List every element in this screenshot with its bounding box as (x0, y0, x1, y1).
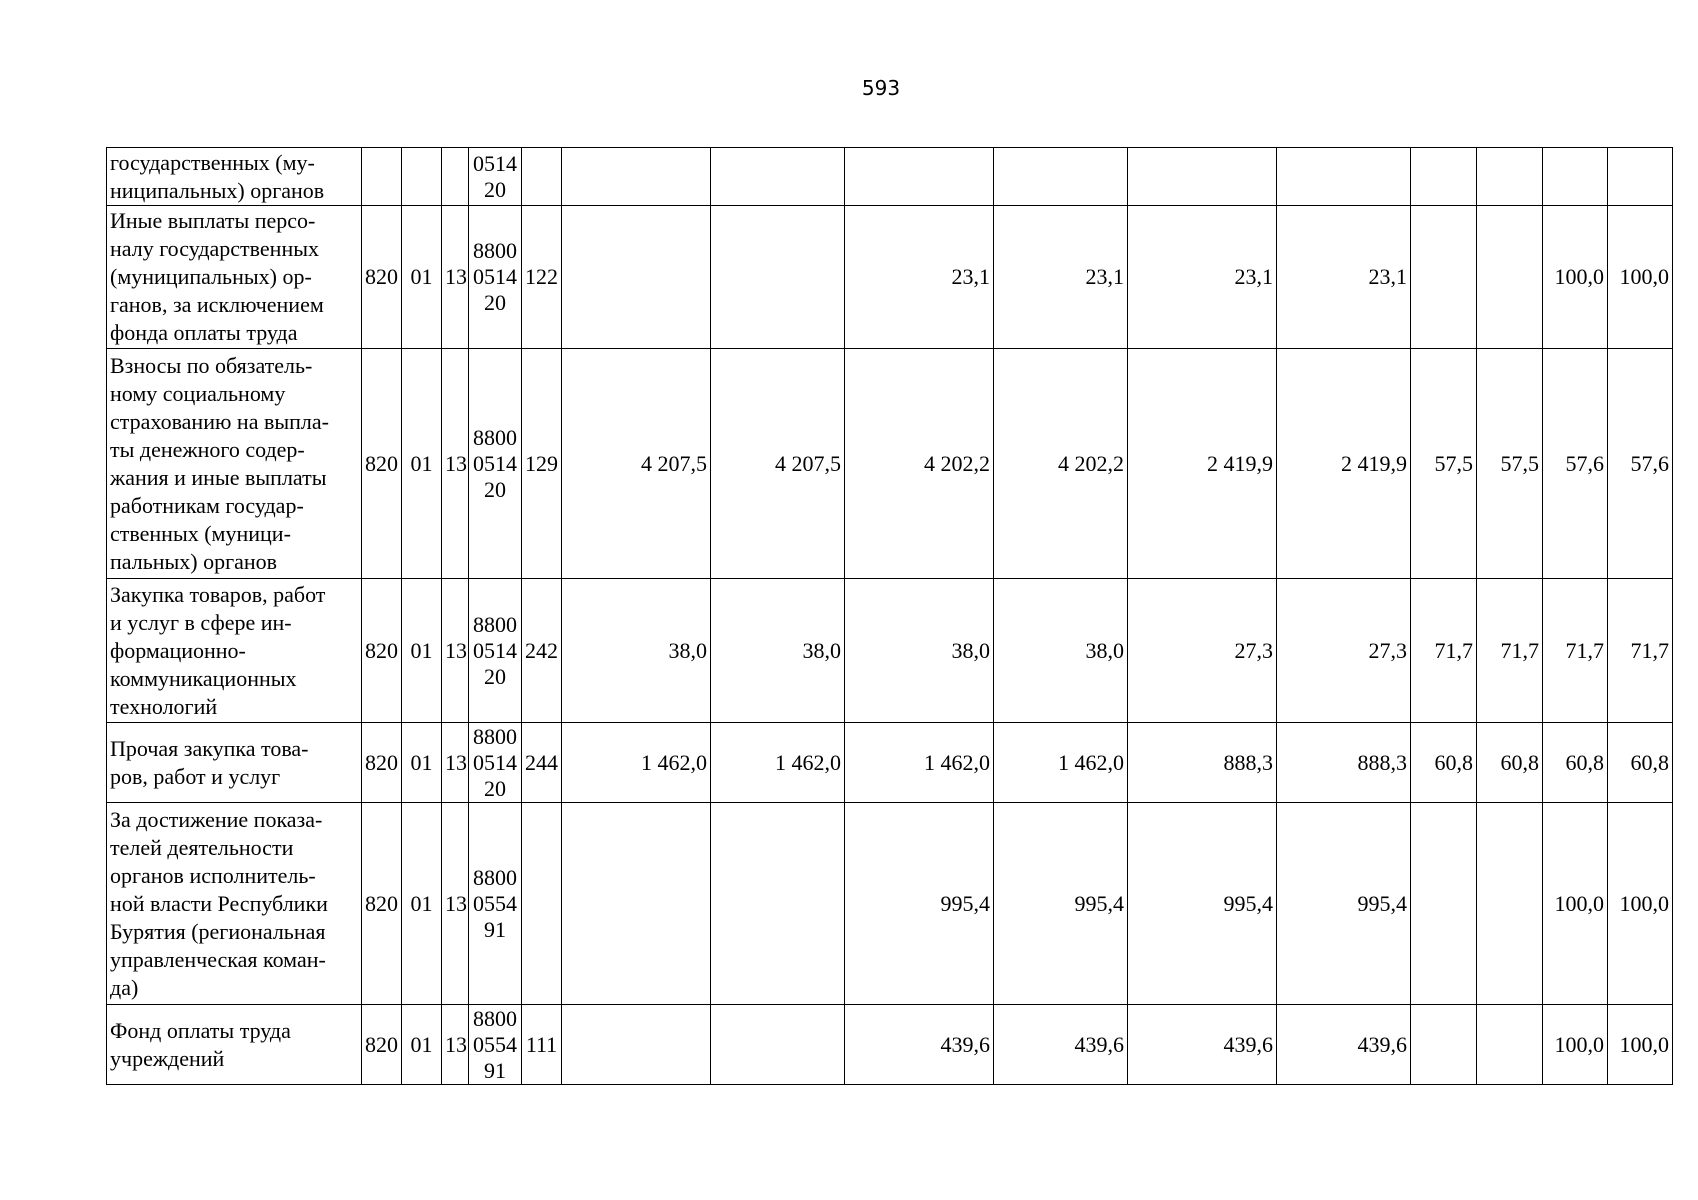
target-article-cell: 8800 0514 20 (469, 349, 522, 579)
amount-cell-1: 38,0 (562, 579, 711, 723)
amount-cell-2: 4 207,5 (711, 349, 845, 579)
amount-cell-6: 995,4 (1277, 803, 1411, 1005)
percent-cell-2: 60,8 (1477, 723, 1543, 803)
percent-cell-1 (1411, 1005, 1477, 1085)
grbs-code-cell: 820 (362, 349, 402, 579)
row-name-cell: Иные выплаты персо- налу государственных (муниципальных) ор- ганов, за исключением фонда оплаты труда (107, 206, 362, 349)
amount-cell-4 (994, 148, 1128, 206)
percent-cell-2 (1477, 148, 1543, 206)
percent-cell-3: 71,7 (1543, 579, 1608, 723)
grbs-code-cell: 820 (362, 206, 402, 349)
target-article-cell: 8800 0514 20 (469, 206, 522, 349)
section-code-cell: 01 (402, 1005, 442, 1085)
amount-cell-3: 23,1 (845, 206, 994, 349)
amount-cell-5: 27,3 (1128, 579, 1277, 723)
table-row (107, 579, 1673, 723)
amount-cell-4: 38,0 (994, 579, 1128, 723)
row-name-cell: Взносы по обязатель- ному социальному страхованию на выпла- ты денежного содер- жания и иные выплаты работникам государ- ственных (муници- пальных) органов (107, 349, 362, 579)
percent-cell-1: 60,8 (1411, 723, 1477, 803)
page-number: 593 (861, 76, 901, 100)
amount-cell-5: 995,4 (1128, 803, 1277, 1005)
table-row (107, 803, 1673, 1005)
percent-cell-4: 100,0 (1608, 803, 1673, 1005)
percent-cell-2 (1477, 803, 1543, 1005)
percent-cell-2 (1477, 1005, 1543, 1085)
percent-cell-4: 57,6 (1608, 349, 1673, 579)
expense-type-cell: 242 (522, 579, 562, 723)
section-code-cell: 01 (402, 349, 442, 579)
amount-cell-2 (711, 148, 845, 206)
amount-cell-2 (711, 1005, 845, 1085)
amount-cell-2: 38,0 (711, 579, 845, 723)
subsection-code-cell: 13 (442, 1005, 469, 1085)
target-article-cell: 8800 0514 20 (469, 579, 522, 723)
table-row (107, 1005, 1673, 1085)
amount-cell-6: 888,3 (1277, 723, 1411, 803)
amount-cell-6: 439,6 (1277, 1005, 1411, 1085)
expense-type-cell: 111 (522, 1005, 562, 1085)
expense-type-cell (522, 148, 562, 206)
subsection-code-cell: 13 (442, 349, 469, 579)
percent-cell-2: 71,7 (1477, 579, 1543, 723)
table-row (107, 349, 1673, 579)
row-name-cell: Прочая закупка това- ров, работ и услуг (107, 723, 362, 803)
amount-cell-6: 23,1 (1277, 206, 1411, 349)
amount-cell-3: 1 462,0 (845, 723, 994, 803)
budget-table (106, 147, 1673, 1085)
amount-cell-6: 2 419,9 (1277, 349, 1411, 579)
row-name-cell: За достижение показа- телей деятельности органов исполнитель- ной власти Республики Бурятия (региональная управленческая коман- да) (107, 803, 362, 1005)
grbs-code-cell: 820 (362, 1005, 402, 1085)
table-row (107, 148, 1673, 206)
amount-cell-3: 995,4 (845, 803, 994, 1005)
subsection-code-cell: 13 (442, 206, 469, 349)
percent-cell-1: 57,5 (1411, 349, 1477, 579)
amount-cell-3: 38,0 (845, 579, 994, 723)
section-code-cell (402, 148, 442, 206)
table-row (107, 723, 1673, 803)
grbs-code-cell: 820 (362, 579, 402, 723)
amount-cell-5: 23,1 (1128, 206, 1277, 349)
amount-cell-1 (562, 1005, 711, 1085)
section-code-cell: 01 (402, 723, 442, 803)
expense-type-cell: 122 (522, 206, 562, 349)
grbs-code-cell: 820 (362, 723, 402, 803)
table-row (107, 206, 1673, 349)
row-name-cell: Фонд оплаты труда учреждений (107, 1005, 362, 1085)
subsection-code-cell: 13 (442, 723, 469, 803)
target-article-cell: 8800 0554 91 (469, 1005, 522, 1085)
percent-cell-4: 100,0 (1608, 206, 1673, 349)
percent-cell-2: 57,5 (1477, 349, 1543, 579)
amount-cell-1: 4 207,5 (562, 349, 711, 579)
amount-cell-1: 1 462,0 (562, 723, 711, 803)
expense-type-cell: 129 (522, 349, 562, 579)
amount-cell-6 (1277, 148, 1411, 206)
amount-cell-6: 27,3 (1277, 579, 1411, 723)
amount-cell-5: 2 419,9 (1128, 349, 1277, 579)
amount-cell-2 (711, 803, 845, 1005)
percent-cell-3: 57,6 (1543, 349, 1608, 579)
subsection-code-cell: 13 (442, 803, 469, 1005)
target-article-cell: 8800 0554 91 (469, 803, 522, 1005)
percent-cell-3: 100,0 (1543, 803, 1608, 1005)
amount-cell-4: 439,6 (994, 1005, 1128, 1085)
amount-cell-2 (711, 206, 845, 349)
percent-cell-1: 71,7 (1411, 579, 1477, 723)
expense-type-cell: 244 (522, 723, 562, 803)
section-code-cell: 01 (402, 579, 442, 723)
amount-cell-4: 4 202,2 (994, 349, 1128, 579)
percent-cell-4 (1608, 148, 1673, 206)
amount-cell-5 (1128, 148, 1277, 206)
amount-cell-5: 439,6 (1128, 1005, 1277, 1085)
percent-cell-4: 100,0 (1608, 1005, 1673, 1085)
amount-cell-1 (562, 206, 711, 349)
table-body (107, 148, 1673, 1085)
amount-cell-3: 4 202,2 (845, 349, 994, 579)
percent-cell-1 (1411, 148, 1477, 206)
percent-cell-3 (1543, 148, 1608, 206)
amount-cell-2: 1 462,0 (711, 723, 845, 803)
percent-cell-3: 100,0 (1543, 206, 1608, 349)
row-name-cell: государственных (му- ниципальных) органов (107, 148, 362, 206)
target-article-cell: 8800 0514 20 (469, 723, 522, 803)
percent-cell-1 (1411, 206, 1477, 349)
percent-cell-4: 71,7 (1608, 579, 1673, 723)
amount-cell-3: 439,6 (845, 1005, 994, 1085)
row-name-cell: Закупка товаров, работ и услуг в сфере ин- формационно- коммуникационных технологий (107, 579, 362, 723)
subsection-code-cell: 13 (442, 579, 469, 723)
amount-cell-1 (562, 803, 711, 1005)
amount-cell-3 (845, 148, 994, 206)
percent-cell-3: 60,8 (1543, 723, 1608, 803)
amount-cell-4: 23,1 (994, 206, 1128, 349)
percent-cell-3: 100,0 (1543, 1005, 1608, 1085)
target-article-cell: 0514 20 (469, 148, 522, 206)
amount-cell-4: 995,4 (994, 803, 1128, 1005)
amount-cell-4: 1 462,0 (994, 723, 1128, 803)
expense-type-cell (522, 803, 562, 1005)
section-code-cell: 01 (402, 206, 442, 349)
section-code-cell: 01 (402, 803, 442, 1005)
amount-cell-1 (562, 148, 711, 206)
grbs-code-cell: 820 (362, 803, 402, 1005)
percent-cell-4: 60,8 (1608, 723, 1673, 803)
percent-cell-1 (1411, 803, 1477, 1005)
percent-cell-2 (1477, 206, 1543, 349)
amount-cell-5: 888,3 (1128, 723, 1277, 803)
grbs-code-cell (362, 148, 402, 206)
subsection-code-cell (442, 148, 469, 206)
